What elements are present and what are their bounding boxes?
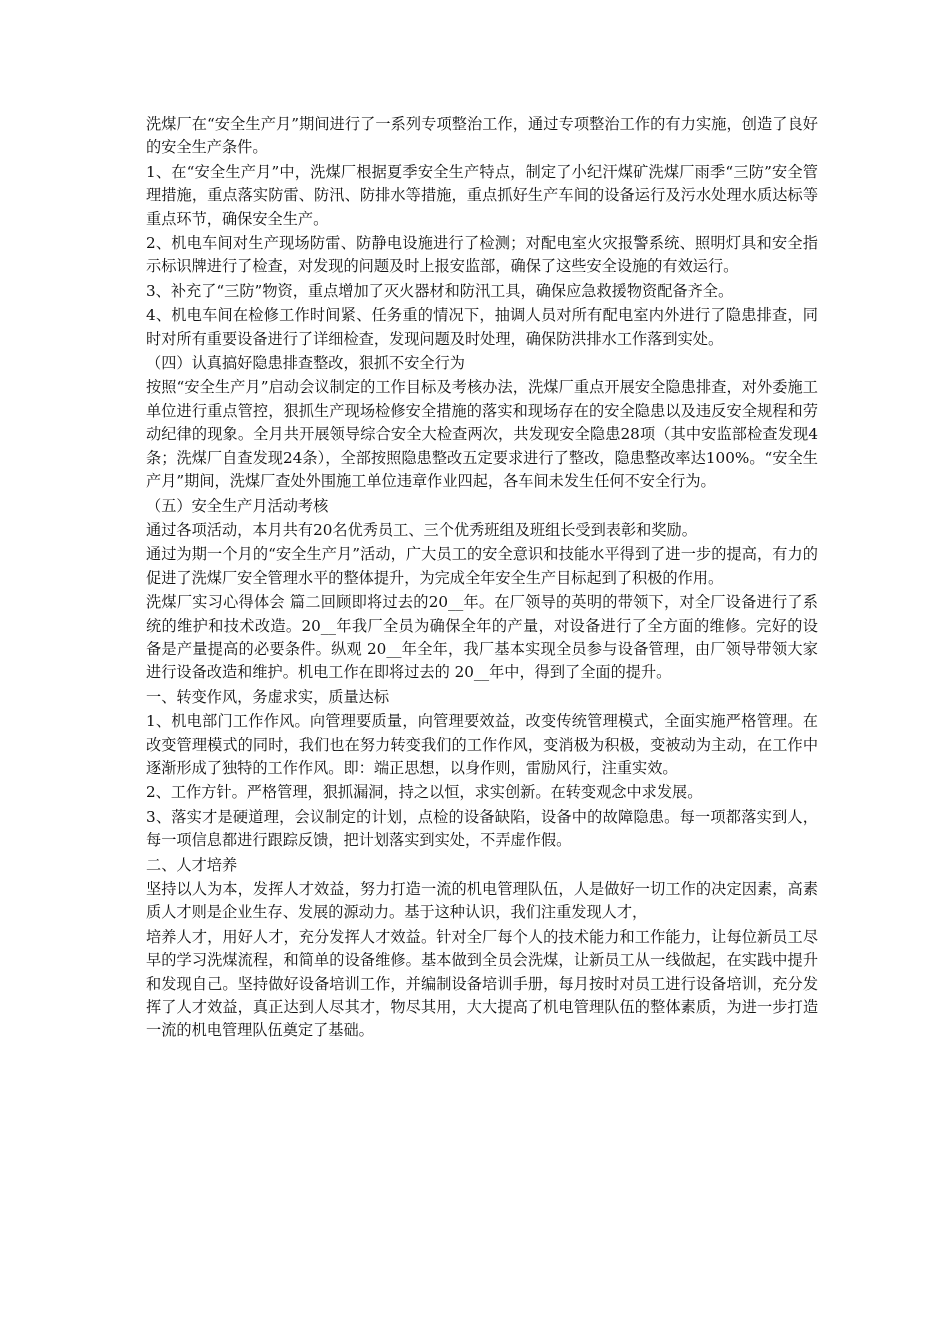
paragraph: 2、机电车间对生产现场防雷、防静电设施进行了检测；对配电室火灾报警系统、照明灯具和安全指示标识牌进行了检查，对发现的问题及时上报安监部，确保了这些安全设施的有效运行。 [146, 234, 818, 276]
paragraph: 4、机电车间在检修工作时间紧、任务重的情况下，抽调人员对所有配电室内外进行了隐患排查，同时对所有重要设备进行了详细检查，发现问题及时处理，确保防洪排水工作落到实处。 [146, 306, 818, 348]
document-body [146, 113, 818, 1044]
paragraph: 按照“安全生产月”启动会议制定的工作目标及考核办法，洗煤厂重点开展安全隐患排查，对外委施工单位进行重点管控，狠抓生产现场检修安全措施的落实和现场存在的安全隐患以及违反安全规程和劳动纪律的现象。全月共开展领导综合安全大检查两次，共发现安全隐患28项（其中安监部检查发现4条；洗煤厂自查发现24条），全部按照隐患整改五定要求进行了整改，隐患整改率达100%。“安全生产月”期间，洗煤厂查处外围施工单位违章作业四起，各车间未发生任何不安全行为。 [146, 378, 818, 491]
paragraph: 坚持以人为本，发挥人才效益，努力打造一流的机电管理队伍，人是做好一切工作的决定因素，高素质人才则是企业生存、发展的源动力。基于这种认识，我们注重发现人才， [146, 880, 818, 922]
paragraph: 通过为期一个月的“安全生产月”活动，广大员工的安全意识和技能水平得到了进一步的提高，有力的促进了洗煤厂安全管理水平的整体提升，为完成全年安全生产目标起到了积极的作用。 [146, 545, 818, 587]
section-heading: 一、转变作风，务虚求实，质量达标 [146, 687, 389, 706]
paragraph: 1、在“安全生产月”中，洗煤厂根据夏季安全生产特点，制定了小纪汗煤矿洗煤厂雨季“三防”安全管理措施，重点落实防雷、防汛、防排水等措施，重点抓好生产车间的设备运行及污水处理水质达标等重点环节，确保安全生产。 [146, 162, 818, 228]
paragraph: 2、工作方针。严格管理，狠抓漏洞，持之以恒，求实创新。在转变观念中求发展。 [146, 783, 703, 802]
paragraph: 洗煤厂在“安全生产月”期间进行了一系列专项整治工作，通过专项整治工作的有力实施，创造了良好的安全生产条件。 [146, 115, 818, 157]
paragraph: 3、补充了“三防”物资，重点增加了灭火器材和防汛工具，确保应急救援物资配备齐全。 [146, 281, 734, 300]
paragraph: 通过各项活动，本月共有20名优秀员工、三个优秀班组及班组长受到表彰和奖励。 [146, 520, 697, 539]
paragraph: 3、落实才是硬道理，会议制定的计划，点检的设备缺陷，设备中的故障隐患。每一项都落实到人，每一项信息都进行跟踪反馈，把计划落实到实处，不弄虚作假。 [146, 807, 818, 850]
section-heading: （四）认真搞好隐患排查整改，狠抓不安全行为 [146, 354, 465, 373]
section-heading: （五）安全生产月活动考核 [146, 496, 329, 515]
paragraph: 培养人才，用好人才，充分发挥人才效益。针对全厂每个人的技术能力和工作能力，让每位新员工尽早的学习洗煤流程，和简单的设备维修。基本做到全员会洗煤，让新员工从一线做起，在实践中提升和发现自己。坚持做好设备培训工作，并编制设备培训手册，每月按时对员工进行设备培训，充分发挥了人才效益，真正达到人尽其才，物尽其用，大大提高了机电管理队伍的整体素质，为进一步打造一流的机电管理队伍奠定了基础。 [146, 927, 818, 1040]
paragraph: 洗煤厂实习心得体会 篇二回顾即将过去的20__年。在厂领导的英明的带领下，对全厂设备进行了系统的维护和技术改造。20__年我厂全员为确保全年的产量，对设备进行了全方面的维修。完好的设备是产量提高的必要条件。纵观 20__年全年，我厂基本实现全员参与设备管理，由厂领导带领大家进行设备改造和维护。机电工作在即将过去的 20__年中，得到了全面的提升。 [146, 593, 818, 682]
paragraph: 1、机电部门工作作风。向管理要质量，向管理要效益，改变传统管理模式，全面实施严格管理。在改变管理模式的同时，我们也在努力转变我们的工作作风，变消极为积极，变被动为主动，在工作中逐渐形成了独特的工作作风。即：端正思想，以身作则，雷励风行，注重实效。 [146, 712, 818, 777]
section-heading: 二、人才培养 [146, 855, 238, 874]
